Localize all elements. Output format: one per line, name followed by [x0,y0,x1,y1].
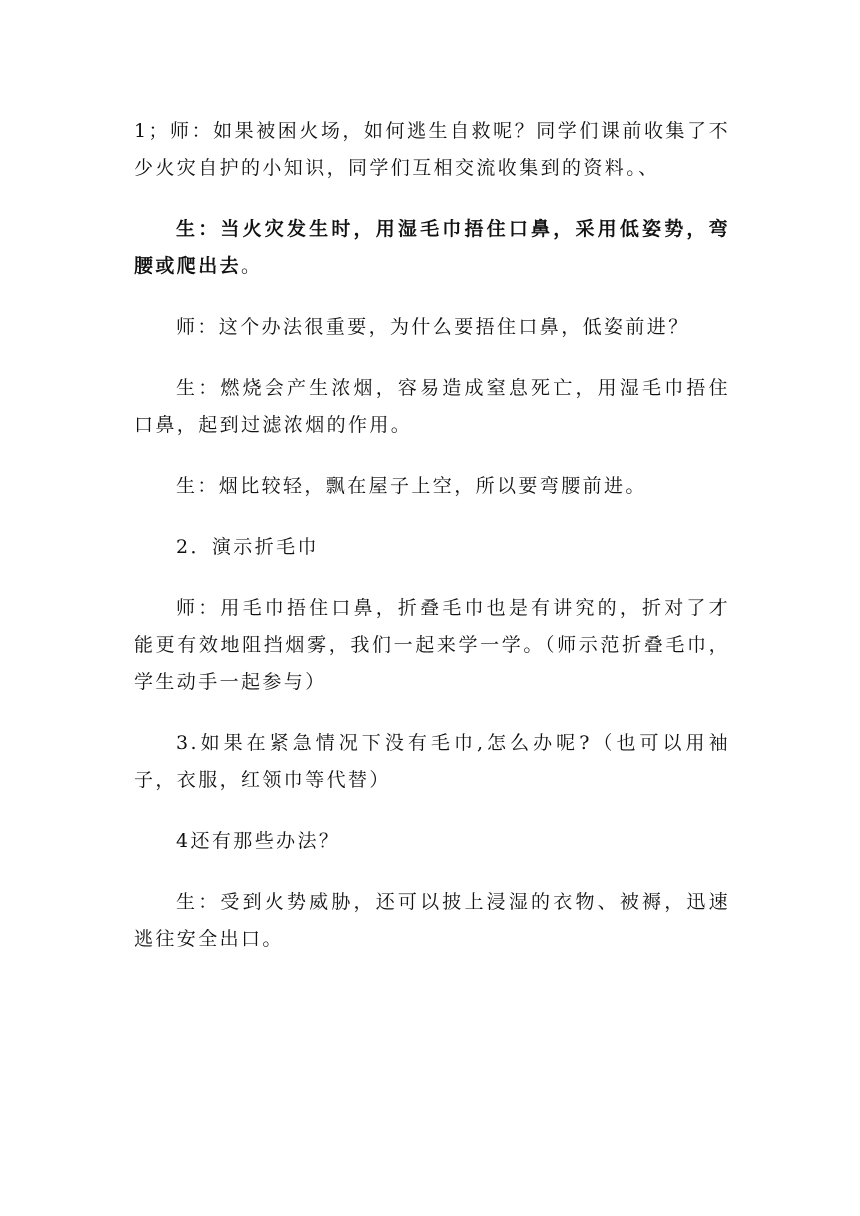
paragraph-7: 师：用毛巾捂住口鼻，折叠毛巾也是有讲究的，折对了才能更有效地阻挡烟雾，我们一起来学一学。（师示范折叠毛巾，学生动手一起参与） [134,597,730,693]
paragraph-9: 4还有那些办法？ [176,830,341,852]
paragraph-1: 1；师：如果被困火场，如何逃生自救呢？同学们课前收集了不少火灾自护的小知识，同学们互相交流收集到的资料。、 [134,120,730,179]
paragraph-10: 生：受到火势威胁，还可以披上浸湿的衣物、被褥，迅速逃往安全出口。 [134,891,730,950]
paragraph-3: 师：这个办法很重要，为什么要捂住口鼻，低姿前进？ [176,316,690,338]
paragraph-2 [134,211,730,285]
paragraph-5: 生：烟比较轻，飘在屋子上空，所以要弯腰前进。 [176,475,647,497]
paragraph-8: 3.如果在紧急情况下没有毛巾,怎么办呢?（也可以用袖子，衣服，红领巾等代替） [134,732,730,791]
paragraph-2-rest-text: 。 [241,255,263,277]
paragraph-6: 2．演示折毛巾 [176,536,319,558]
paragraph-4: 生：燃烧会产生浓烟，容易造成窒息死亡，用湿毛巾捂住口鼻，起到过滤浓烟的作用。 [134,377,730,436]
paragraph-2-bold-text: 生：当火灾发生时，用湿毛巾捂住口鼻，采用低姿势，弯腰或爬出去 [134,218,730,277]
